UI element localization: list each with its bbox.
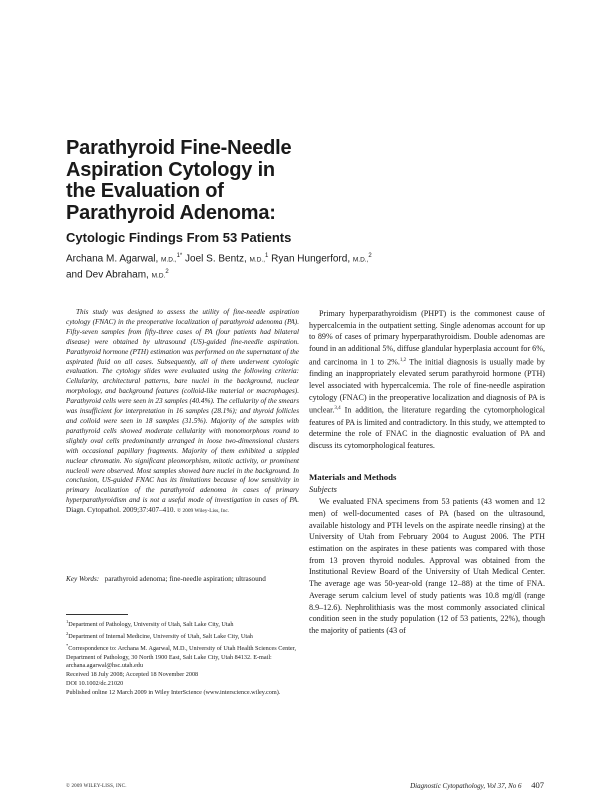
author-degree: M.D., — [352, 256, 369, 264]
author-affil: 1 — [265, 253, 269, 259]
abstract-copyright: © 2009 Wiley-Liss, Inc. — [177, 508, 230, 515]
page-number: 407 — [531, 780, 544, 790]
footnote-received: Received 18 July 2008; Accepted 18 November 2008 — [66, 671, 199, 679]
footnote-correspondence: *Correspondence to: Archana M. Agarwal, M.D., University of Utah Health Sciences Center, Department of Pathology, 30 North 1900 East, Salt Lake City, Utah 84132. E-mail: archana.agarwal@hsc.utah.edu — [66, 642, 297, 670]
author-name: Joel S. Bentz, — [185, 253, 247, 265]
author-affil: 1* — [176, 253, 183, 259]
footer-copyright: © 2009 WILEY-LISS, INC. — [66, 784, 127, 789]
article-subtitle: Cytologic Findings From 53 Patients — [66, 230, 292, 245]
article-title — [66, 138, 546, 224]
footnote-affiliation-1: $^1$Department of Pathology, University of Utah, Salt Lake City, Utah — [66, 619, 234, 629]
title-line: Parathyroid Adenoma: — [66, 201, 276, 224]
abstract — [66, 308, 299, 517]
body-paragraph: We evaluated FNA specimens from 53 patients (43 women and 12 men) of well-documented cases of PA (based on the ultrasound, available histology and PTH levels on the aspirate needle rinsing) at the University of Utah from February 2004 to August 2006. The PTH estimation on the aspirates in these patients was compared with those from 13 proven thyroid nodules. Approval was obtained from the Institutional Review Board of the University of Utah Medical Center. The average age was 50-year-old (range 12–88) at the time of FNA. Average serum calcium level of study patients was 10.8 mg/dl (range 8.9–12.6). Nephrolithiasis was the most commonly associated clinical condition seen in the study population (12 of 53 patients, 22%), though the majority of patients (43 of — [309, 497, 545, 635]
subsection-heading: Subjects — [309, 484, 337, 494]
journal-name: Diagnostic Cytopathology, Vol 37, No 6 — [410, 782, 522, 790]
section-heading: Materials and Methods — [309, 471, 397, 482]
author-affil: 2 — [368, 253, 372, 259]
keywords-label: Key Words: — [66, 575, 100, 583]
author-list — [66, 250, 546, 283]
footnote-published: Published online 12 March 2009 in Wiley InterScience (www.interscience.wiley.com). — [66, 688, 281, 696]
author-affil: 2 — [165, 269, 169, 276]
author-degree: M.D., — [249, 256, 266, 264]
footnote-doi: DOI 10.1002/dc.21020 — [66, 679, 124, 687]
title-line: Parathyroid Fine-Needle — [66, 137, 292, 159]
footnotes — [66, 618, 299, 698]
abstract-text: This study was designed to assess the utility of fine-needle aspiration cytology (FNAC) in the preoperative localization of parathyroid adenoma (PA). Fifty-seven samples from fifty-three cases of PA (four patients had bilateral disease) were obtained by ultrasound (US)-guided fine-needle aspiration. Parathyroid hormone (PTH) estimation was performed on the supernatant of the aspirated fluid on all cases. Subsequently, all of them underwent cytologic evaluation. The cytology slides were evaluated using the following criteria: Cellularity, architectural patterns, bare nuclei in the background, nuclear morphology, and background features (colloid-like material or macrophages). Parathyroid cells were seen in 23 samples (40.4%). The cellularity of the smears was insufficient for interpretation in 16 samples (28.1%); and thyroid follicles and colloid were seen in 18 samples (31.5%). Majority of the samples with parathyroid cells showed moderate cellularity with monomorphous round to slightly oval cells predominantly arranged in loose two-dimensional clusters with occasional papillary fragments. Majority of them exhibited a stippled nuclear chromatin. No significant pleomorphism, mitotic activity, or prominent nucleoli were observed. Most samples showed bare nuclei in the background. In conclusion, US-guided FNAC has its limitations because of low sensitivity in primary localization of the parathyroid adenoma in cases of primary hyperparathyroidism and is not a useful mode of investigation in cases of PA. — [66, 308, 299, 505]
title-block — [66, 138, 546, 283]
footnote-rule — [66, 614, 128, 615]
abstract-citation: Diagn. Cytopathol. 2009;37:407–410. — [66, 506, 176, 515]
keywords-text: parathyroid adenoma; fine-needle aspiration; ultrasound — [104, 575, 266, 583]
author-name: Ryan Hungerford, — [271, 253, 351, 265]
body-column — [309, 308, 545, 637]
footer-journal — [410, 780, 544, 790]
author-name: Archana M. Agarwal, — [66, 253, 159, 265]
footnote-affiliation-2: $^2$Department of Internal Medicine, University of Utah, Salt Lake City, Utah — [66, 630, 253, 640]
author-degree: M.D., — [161, 256, 177, 264]
keywords — [66, 575, 299, 585]
author-degree: M.D. — [151, 272, 166, 280]
author-name: and Dev Abraham, — [66, 269, 149, 281]
title-line: Aspiration Cytology in — [66, 158, 275, 181]
body-paragraph: Primary hyperparathyroidism (PHPT) is the commonest cause of hypercalcemia in the outpatient setting. Single adenomas account for up to 89% of cases of primary hyperparathyroidism. Double adenomas are found in an additional 5%, diffuse glandular hyperplasia account for 6%, and carcinoma in 1 to 2%.$^{1,2}$ The initial diagnosis is usually made by finding an inappropriately elevated serum parathyroid hormone (PTH) level associated with hypercalcemia. The role of fine-needle aspiration cytology (FNAC) in the preoperative localization and diagnosis of PA is unclear.$^{3,4}$ In addition, the literature regarding the cytomorphological features of PA is limited and contradictory. In this study, we attempted to determine the role of FNAC in the diagnostic evaluation of PA and discuss its cytomorphological features. — [309, 309, 545, 451]
title-line: the Evaluation of — [66, 180, 224, 202]
